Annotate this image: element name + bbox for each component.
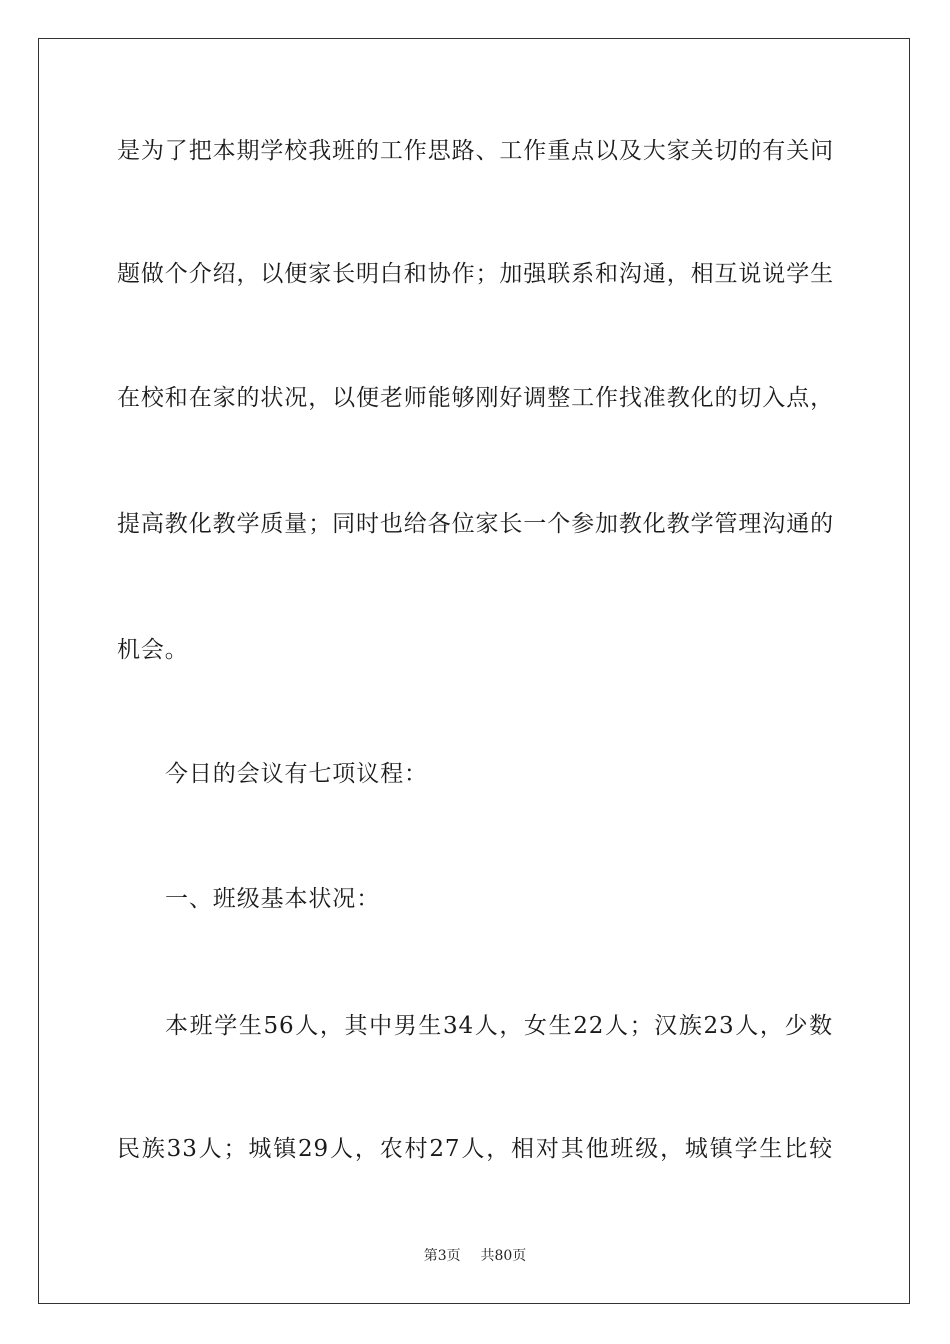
paragraph-line: 题做个介绍，以便家长明白和协作；加强联系和沟通，相互说说学生 <box>117 261 834 287</box>
paragraph-line: 民族33人；城镇29人，农村27人，相对其他班级，城镇学生比较 <box>117 1136 833 1162</box>
paragraph-line: 是为了把本期学校我班的工作思路、工作重点以及大家关切的有关问 <box>117 138 834 164</box>
section-heading: 一、班级基本状况： <box>165 886 381 912</box>
paragraph-line: 提高教化教学质量；同时也给各位家长一个参加教化教学管理沟通的 <box>117 511 834 537</box>
page-total: 共80页 <box>480 1248 527 1264</box>
paragraph-line: 机会。 <box>117 637 189 663</box>
paragraph-line: 在校和在家的状况，以便老师能够刚好调整工作找准教化的切入点， <box>117 385 834 411</box>
page-footer <box>0 1246 950 1266</box>
agenda-intro: 今日的会议有七项议程： <box>165 761 428 787</box>
page-border <box>38 38 910 1304</box>
paragraph-line: 本班学生56人，其中男生34人，女生22人；汉族23人，少数 <box>165 1013 833 1039</box>
page-number: 第3页 <box>423 1248 461 1264</box>
